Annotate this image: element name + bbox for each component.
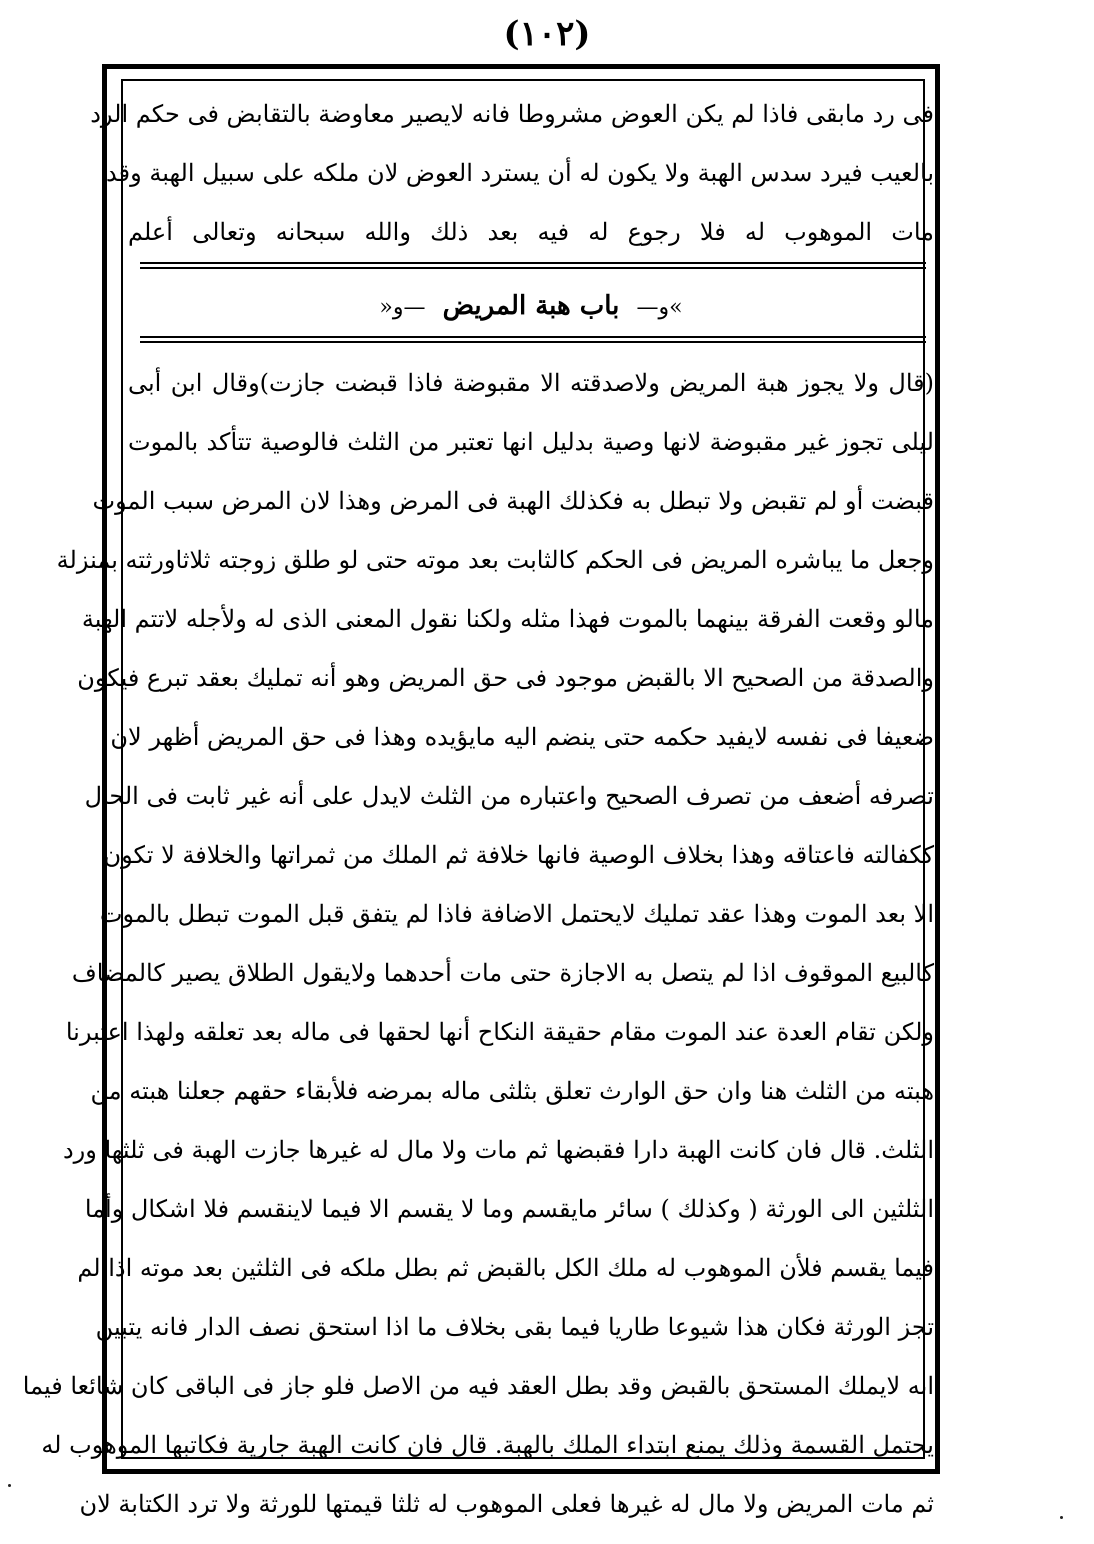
text-line: قبضت أو لم تقبض ولا تبطل به فكذلك الهبة فى المرض وهذا لان المرض سبب الموت [92, 487, 934, 515]
chapter-heading [128, 282, 934, 332]
scan-speck [1060, 1516, 1063, 1519]
text-line: مالو وقعت الفرقة بينهما بالموت فهذا مثله ولكنا نقول المعنى الذى له ولأجله لاتتم الهبة [81, 605, 934, 633]
divider-rule [140, 341, 926, 343]
divider-rule [140, 336, 926, 338]
text-line: مات الموهوب له فلا رجوع له فيه بعد ذلك والله سبحانه وتعالى أعلم [128, 218, 934, 246]
text-line: هبته من الثلث هنا وان حق الوارث تعلق بثلثى ماله بمرضه فلأبقاء حقهم جعلنا هبته من [90, 1077, 934, 1105]
divider-rule [140, 262, 926, 264]
text-line: انه لايملك المستحق بالقبض وقد بطل العقد فيه من الاصل فلو جاز فى الباقى كان شائعا فيما [22, 1372, 934, 1400]
text-line: ضعيفا فى نفسه لايفيد حكمه حتى ينضم اليه مايؤيده وهذا فى حق المريض أظهر لان [110, 723, 934, 751]
heading-ornament-left: —ﻭ« [379, 295, 426, 320]
page-number: (١٠٢) [503, 14, 591, 54]
text-line: (قال ولا يجوز هبة المريض ولاصدقته الا مقبوضة فاذا قبضت جازت)وقال ابن أبى [128, 369, 934, 397]
heading-ornament-right: »ﻭ— [636, 295, 683, 320]
text-line: تصرفه أضعف من تصرف الصحيح واعتباره من الثلث لايدل على أنه غير ثابت فى الحال [84, 782, 934, 810]
text-line: فيما يقسم فلأن الموهوب له ملك الكل بالقبض ثم بطل ملكه فى الثلثين بعد موته اذا لم [77, 1254, 934, 1282]
text-line: بالعيب فيرد سدس الهبة ولا يكون له أن يسترد العوض لان ملكه على سبيل الهبة وقد [106, 159, 934, 187]
text-line: يحتمل القسمة وذلك يمنع ابتداء الملك بالهبة. قال فان كانت الهبة جارية فكاتبها الموهوب له [41, 1431, 934, 1459]
text-line: ولكن تقام العدة عند الموت مقام حقيقة النكاح أنها لحقها فى ماله بعد تعلقه ولهذا اعتبرنا [65, 1018, 934, 1046]
text-line: والصدقة من الصحيح الا بالقبض موجود فى حق المريض وهو أنه تمليك بعقد تبرع فيكون [77, 664, 934, 692]
text-line: ليلى تجوز غير مقبوضة لانها وصية بدليل انها تعتبر من الثلث فالوصية تتأكد بالموت [128, 428, 934, 456]
main-text-block [22, 354, 934, 1534]
text-line: الثلثين الى الورثة ( وكذلك ) سائر مايقسم وما لا يقسم الا فيما لاينقسم فلا اشكال وأما [84, 1195, 934, 1223]
text-line: الا بعد الموت وهذا عقد تمليك لايحتمل الاضافة فاذا لم يتفق قبل الموت تبطل بالموت [99, 900, 934, 928]
divider-rule [140, 267, 926, 269]
scan-speck [8, 1484, 11, 1487]
text-line: ككفالته فاعتاقه وهذا بخلاف الوصية فانها خلافة ثم الملك من ثمراتها والخلافة لا تكون [103, 841, 934, 869]
heading-title: باب هبة المريض [442, 291, 620, 321]
text-line: وجعل ما يباشره المريض فى الحكم كالثابت بعد موته حتى لو طلق زوجته ثلاثاورثته بمنزلة [56, 546, 934, 574]
text-line: الثلث. قال فان كانت الهبة دارا فقبضها ثم مات ولا مال له غيرها جازت الهبة فى ثلثها ورد [62, 1136, 934, 1164]
text-line: كالبيع الموقوف اذا لم يتصل به الاجازة حتى مات أحدهما ولايقول الطلاق يصير كالمضاف [71, 959, 934, 987]
opening-text-block [90, 85, 934, 262]
text-line: فى رد مابقى فاذا لم يكن العوض مشروطا فانه لايصير معاوضة بالتقابض فى حكم الرد [90, 100, 934, 128]
text-line: تجز الورثة فكان هذا شيوعا طاريا فيما بقى بخلاف ما اذا استحق نصف الدار فانه يتبين [95, 1313, 934, 1341]
text-line: ثم مات المريض ولا مال له غيرها فعلى الموهوب له ثلثا قيمتها للورثة ولا ترد الكتابة لان [79, 1490, 934, 1518]
